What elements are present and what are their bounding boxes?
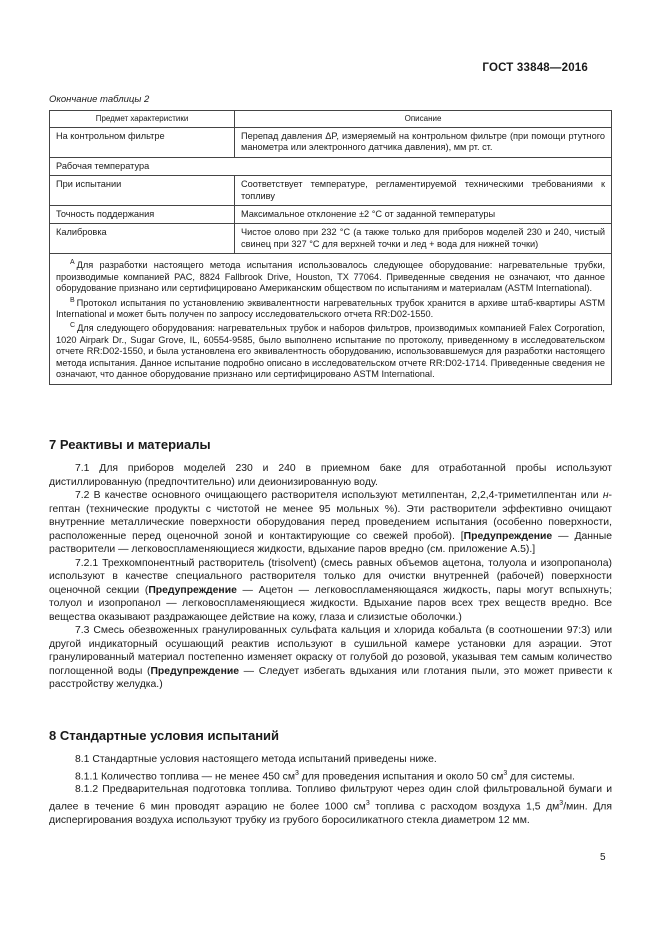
row-description: Перепад давления ΔP, измеряемый на контрольном фильтре (при помощи ртутного манометра или электронного датчика давления), мм рт. ст.: [235, 128, 612, 158]
row-item: Точность поддержания: [50, 206, 235, 224]
table-row: [50, 206, 612, 224]
table-row: [50, 157, 612, 175]
row-item: На контрольном фильтре: [50, 128, 235, 158]
table-row: [50, 128, 612, 158]
table-row: [50, 176, 612, 206]
row-description: Соответствует температуре, регламентируемой техническими требованиями к топливу: [235, 176, 612, 206]
column-header-description: Описание: [235, 111, 612, 128]
paragraph-7-2-1: 7.2.1 Трехкомпонентный растворитель (trisolvent) (смесь равных объемов ацетона, толуола и изопропанола) используют в качестве специального растворителя только для очистки внутренней (рабочей) поверхности оценочной секции (Предупреждение — Ацетон — легковоспламеняющаяся жидкость, пары могут вспыхнуть; толуол и изопропанол — легковоспламеняющиеся жидкости. Вдыхание паров всех трех веществ вредно. Все вещества оказывают раздражающее действие на кожу, глаза и слизистые оболочки.): [49, 557, 612, 623]
row-group-title: Рабочая температура: [50, 157, 612, 175]
footnote-a: $^A$ Для разработки настоящего метода испытания использовалось следующее оборудование: нагревательные трубки, производимые компанией PAC, 8824 Fallbrook Drive, Houston, TX 77064. Приведенные сведения не означают, что данное оборудование признано или сертифицировано Американским обществом по испытаниям и материалам (ASTM International).: [56, 259, 605, 294]
paragraph-7-3: 7.3 Смесь обезвоженных гранулированных сульфата кальция и хлорида кобальта (в соотношении 97:3) или другой индикаторный осушающий реактив используют в сушильной камере установки для аэрации. Этот гранулированный материал постепенно изменяет окраску от голубой до розовой, указывая тем самым количество поглощенной воды (Предупреждение — Следует избегать вдыхания или глотания пыли, это может привести к расстройству желудка.): [49, 625, 612, 690]
row-item: При испытании: [50, 176, 235, 206]
table-footnotes: [50, 254, 612, 384]
paragraph-8-1: 8.1 Стандартные условия настоящего метода испытаний приведены ниже.: [75, 754, 437, 765]
paragraph-7-2: 7.2 В качестве основного очищающего растворителя используют метилпентан, 2,2,4-триметилпентан или н-гептан (технические продукты с чистотой не менее 95 мольных %). Эти растворители эффективно очищают внутренние металлические поверхности оборудования перед проведением испытания (особенно поверхности, расположенные перед оценочной зоной и контактирующие со свежей пробой). [Предупреждение — Данные растворители — легковоспламеняющиеся жидкости, вдыхание паров вредно (см. приложение А.5).]: [49, 490, 612, 555]
page-number: 5: [600, 852, 606, 863]
column-header-item: Предмет характеристики: [50, 111, 235, 128]
row-item: Калибровка: [50, 224, 235, 254]
paragraph-8-1-2: 8.1.2 Предварительная подготовка топлива. Топливо фильтруют через один слой фильтровальной бумаги и далее в течение 6 мин проводят аэрацию не более 1000 $см^3$ топлива с расходом воздуха 1,5 $дм^3$/мин. Для диспергирования воздуха используют трубку из грубого боросиликатного стекла диаметром 12 мм.: [49, 784, 612, 826]
table-caption: Окончание таблицы 2: [49, 94, 150, 105]
standard-number: ГОСТ 33848—2016: [482, 62, 588, 74]
table-header-row: [50, 111, 612, 128]
section-8-heading: 8 Стандартные условия испытаний: [49, 728, 280, 743]
table-row: [50, 224, 612, 254]
section-7-heading: 7 Реактивы и материалы: [49, 437, 211, 452]
paragraph-8-1-1: 8.1.1 Количество топлива — не менее 450 $см^3$ для проведения испытания и около 50 $см^3$ для системы.: [75, 769, 575, 782]
row-description: Чистое олово при 232 °C (а также только для приборов моделей 230 и 240, чистый свинец при 327 °C для верхней точки и лед + вода для нижней точки): [235, 224, 612, 254]
table-footnotes-row: [50, 254, 612, 384]
footnote-c: $^C$ Для следующего оборудования: нагревательных трубок и наборов фильтров, производимых компанией Falex Corporation, 1020 Airpark Dr., Sugar Grove, IL, 60554-9585, было выполнено испытание по протоколу, приведенному в исследовательском отчете RR:D02-1550, и была установлена его эквивалентность оборудованию, использовавшемуся для разработки настоящего метода испытания. Данное испытание подробно описано в исследовательском отчете RR:D02-1714. Приведенные сведения не означают, что данное оборудование признано или сертифицировано ASTM International.: [56, 322, 605, 380]
paragraph-7-1: 7.1 Для приборов моделей 230 и 240 в приемном баке для отработанной пробы используют дистиллированную (предпочтительно) или деионизированную воду.: [49, 463, 612, 488]
row-description: Максимальное отклонение ±2 °C от заданной температуры: [235, 206, 612, 224]
section-7-body: [49, 462, 612, 692]
section-8-body: [49, 753, 612, 827]
characteristics-table: [49, 110, 612, 385]
footnote-b: $^B$ Протокол испытания по установлению эквивалентности нагревательных трубок хранится в архиве штаб-квартиры ASTM International и может быть получен по запросу исследовательского отчета RR:D02-1550.: [56, 296, 605, 319]
